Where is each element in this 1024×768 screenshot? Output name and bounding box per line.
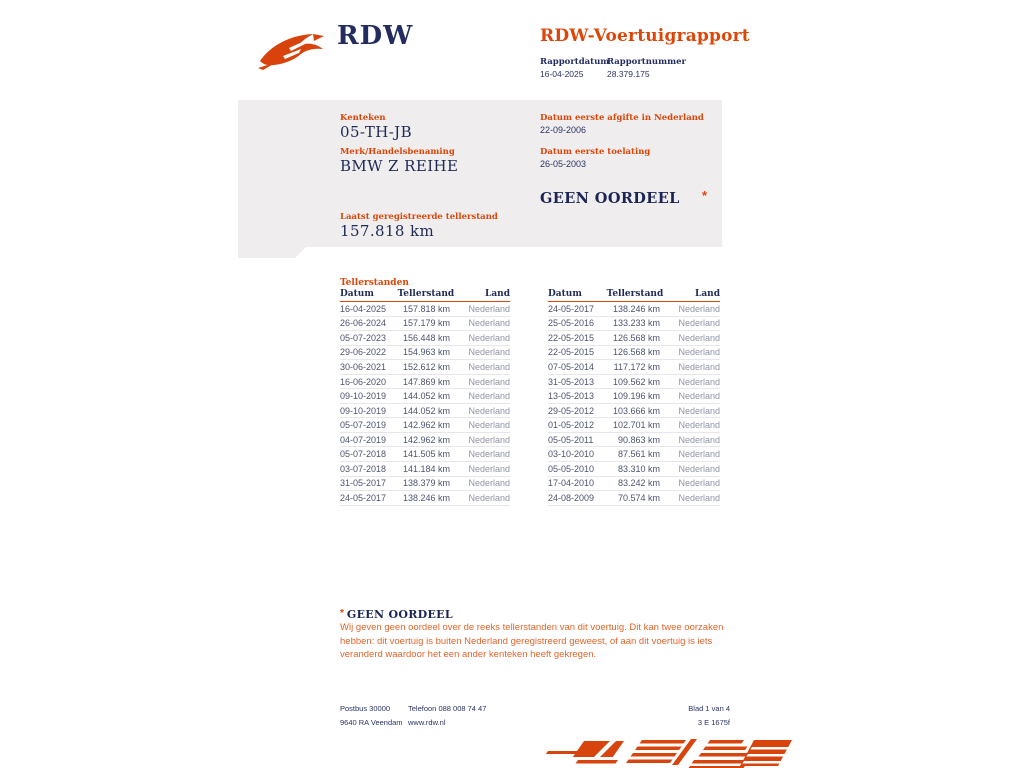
table-cell: 30-06-2021 — [340, 361, 387, 372]
table-row — [340, 418, 510, 433]
table-cell: Nederland — [678, 303, 720, 314]
table-cell: 83.242 km — [617, 478, 660, 489]
rdw-logo-wordmark: RDW — [337, 21, 414, 51]
table-cell: 04-07-2019 — [340, 434, 387, 445]
table-cell: 142.962 km — [402, 434, 450, 445]
footnote-title: GEEN OORDEEL — [346, 608, 453, 621]
table-cell: 24-05-2017 — [340, 492, 387, 503]
table-row — [340, 447, 510, 462]
kenteken-label: Kenteken — [340, 113, 386, 123]
table-cell: 117.172 km — [613, 361, 660, 372]
table-cell: 07-05-2014 — [548, 361, 595, 372]
column-header-tellerstand: Tellerstand — [397, 289, 455, 299]
table-cell: Nederland — [678, 391, 720, 402]
table-cell: 22-05-2015 — [548, 332, 595, 343]
table-cell: 157.818 km — [402, 303, 450, 314]
table-cell: Nederland — [678, 361, 720, 372]
table-cell: 144.052 km — [402, 405, 450, 416]
table-cell: Nederland — [678, 420, 720, 431]
decorative-stripes-graphic — [542, 736, 792, 768]
table-row — [340, 331, 510, 346]
table-cell: 09-10-2019 — [340, 391, 387, 402]
table-cell: Nederland — [678, 347, 720, 358]
table-cell: 138.246 km — [612, 303, 660, 314]
table-row — [548, 418, 720, 433]
report-date-label: Rapportdatum — [540, 57, 610, 67]
table-cell: Nederland — [678, 332, 720, 343]
table-cell: Nederland — [678, 405, 720, 416]
table-cell: 109.562 km — [612, 376, 660, 387]
laatste-tellerstand-value: 157.818 km — [340, 222, 435, 240]
table-cell: 154.963 km — [402, 347, 450, 358]
eerste-afgifte-label: Datum eerste afgifte in Nederland — [540, 113, 704, 123]
table-cell: Nederland — [468, 318, 510, 329]
table-cell: 102.701 km — [612, 420, 660, 431]
table-cell: 29-05-2012 — [548, 405, 595, 416]
table-cell: 142.962 km — [402, 420, 450, 431]
footer-website: www.rdw.nl — [408, 718, 446, 727]
table-cell: 157.179 km — [402, 318, 450, 329]
table-cell: 138.379 km — [402, 478, 450, 489]
tellerstanden-table-right — [548, 290, 720, 506]
table-row — [340, 477, 510, 492]
table-cell: 24-05-2017 — [548, 303, 595, 314]
eerste-afgifte-value: 22-09-2006 — [540, 125, 587, 135]
table-cell: 87.561 km — [617, 449, 660, 460]
laatste-tellerstand-label: Laatst geregistreerde tellerstand — [340, 212, 498, 222]
table-cell: 126.568 km — [612, 347, 660, 358]
table-cell: Nederland — [678, 376, 720, 387]
table-cell: Nederland — [468, 376, 510, 387]
table-cell: Nederland — [468, 405, 510, 416]
table-cell: 29-06-2022 — [340, 347, 387, 358]
table-cell: 70.574 km — [617, 492, 660, 503]
table-cell: 90.863 km — [617, 434, 660, 445]
table-cell: 26-06-2024 — [340, 318, 387, 329]
table-row — [548, 462, 720, 477]
table-cell: 22-05-2015 — [548, 347, 595, 358]
table-cell: 13-05-2013 — [548, 391, 595, 402]
table-cell: 05-07-2023 — [340, 332, 387, 343]
table-cell: 05-05-2010 — [548, 463, 595, 474]
table-row — [548, 317, 720, 332]
eerste-toelating-value: 26-05-2003 — [540, 159, 587, 169]
table-cell: 03-10-2010 — [548, 449, 595, 460]
table-cell: 03-07-2018 — [340, 463, 387, 474]
table-cell: 16-04-2025 — [340, 303, 387, 314]
column-header-land: Land — [485, 289, 510, 299]
table-cell: 144.052 km — [402, 391, 450, 402]
table-cell: 09-10-2019 — [340, 405, 387, 416]
footnote-asterisk: * — [340, 608, 344, 619]
table-cell: Nederland — [468, 420, 510, 431]
table-cell: 31-05-2017 — [340, 478, 387, 489]
tellerstanden-section-title: Tellerstanden — [340, 278, 409, 288]
table-cell: Nederland — [468, 492, 510, 503]
table-row — [548, 360, 720, 375]
table-cell: Nederland — [678, 463, 720, 474]
table-cell: 133.233 km — [612, 318, 660, 329]
report-number-value: 28.379.175 — [607, 69, 650, 79]
table-row — [548, 375, 720, 390]
table-cell: 126.568 km — [612, 332, 660, 343]
table-cell: 05-07-2019 — [340, 420, 387, 431]
table-row — [340, 360, 510, 375]
table-cell: 109.196 km — [612, 391, 660, 402]
table-row — [340, 433, 510, 448]
table-cell: Nederland — [468, 478, 510, 489]
table-cell: 156.448 km — [402, 332, 450, 343]
column-header-tellerstand: Tellerstand — [606, 289, 664, 299]
table-row — [340, 462, 510, 477]
rdw-bird-logo-icon — [256, 25, 334, 71]
table-cell: 103.666 km — [612, 405, 660, 416]
footnote-body: Wij geven geen oordeel over de reeks tellerstanden van dit voertuig. Dit kan twee oorzaken hebben: dit voertuig is buiten Nederland geregistreerd geweest, of aan dit voertuig is iets veranderd waardoor het een ander kenteken heeft gekregen. — [340, 622, 724, 660]
table-cell: Nederland — [468, 347, 510, 358]
table-row — [548, 404, 720, 419]
footer-address-line1: Postbus 30000 — [340, 704, 391, 713]
table-cell: Nederland — [468, 303, 510, 314]
table-cell: 17-04-2010 — [548, 478, 595, 489]
tellerstanden-table-left — [340, 290, 510, 506]
oordeel-verdict: GEEN OORDEEL — [540, 190, 680, 207]
table-row — [340, 404, 510, 419]
column-header-datum: Datum — [340, 289, 374, 299]
table-cell: Nederland — [468, 463, 510, 474]
table-cell: 141.505 km — [402, 449, 450, 460]
table-cell: Nederland — [468, 361, 510, 372]
table-cell: Nederland — [468, 332, 510, 343]
column-header-datum: Datum — [548, 289, 582, 299]
table-row — [548, 346, 720, 361]
table-cell: 138.246 km — [402, 492, 450, 503]
table-header-row — [340, 290, 510, 302]
table-cell: 16-06-2020 — [340, 376, 387, 387]
table-cell: Nederland — [468, 434, 510, 445]
table-cell: 152.612 km — [402, 361, 450, 372]
footer-form-code: 3 E 1675f — [697, 718, 730, 727]
table-row — [548, 447, 720, 462]
table-cell: 83.310 km — [617, 463, 660, 474]
table-body — [340, 302, 510, 506]
report-title: RDW-Voertuigrapport — [540, 26, 750, 46]
table-cell: Nederland — [468, 391, 510, 402]
eerste-toelating-label: Datum eerste toelating — [540, 147, 651, 157]
table-cell: Nederland — [678, 434, 720, 445]
table-row — [548, 302, 720, 317]
merk-label: Merk/Handelsbenaming — [340, 147, 455, 157]
report-date-value: 16-04-2025 — [540, 69, 584, 79]
table-row — [340, 317, 510, 332]
table-row — [548, 389, 720, 404]
report-number-label: Rapportnummer — [607, 57, 686, 67]
footer-address-line2: 9640 RA Veendam — [340, 718, 403, 727]
table-row — [340, 346, 510, 361]
oordeel-asterisk: * — [702, 188, 708, 203]
table-cell: 25-05-2016 — [548, 318, 595, 329]
table-header-row — [548, 290, 720, 302]
vehicle-summary-panel — [238, 100, 722, 258]
table-cell: 141.184 km — [402, 463, 450, 474]
table-row — [340, 491, 510, 506]
table-cell: 147.869 km — [402, 376, 450, 387]
table-cell: Nederland — [678, 492, 720, 503]
table-cell: Nederland — [678, 478, 720, 489]
table-row — [548, 491, 720, 506]
footer-phone: Telefoon 088 008 74 47 — [408, 704, 487, 713]
table-cell: 24-08-2009 — [548, 492, 595, 503]
footer-page-number: Blad 1 van 4 — [688, 704, 730, 713]
table-cell: Nederland — [678, 449, 720, 460]
kenteken-value: 05-TH-JB — [340, 123, 413, 141]
table-row — [548, 477, 720, 492]
table-cell: Nederland — [678, 318, 720, 329]
table-body — [548, 302, 720, 506]
table-cell: 31-05-2013 — [548, 376, 595, 387]
table-row — [340, 302, 510, 317]
table-cell: 05-07-2018 — [340, 449, 387, 460]
table-row — [340, 389, 510, 404]
table-cell: 01-05-2012 — [548, 420, 595, 431]
table-cell: Nederland — [468, 449, 510, 460]
column-header-land: Land — [695, 289, 720, 299]
merk-value: BMW Z REIHE — [340, 157, 459, 175]
table-row — [340, 375, 510, 390]
table-row — [548, 331, 720, 346]
table-cell: 05-05-2011 — [548, 434, 594, 445]
table-row — [548, 433, 720, 448]
